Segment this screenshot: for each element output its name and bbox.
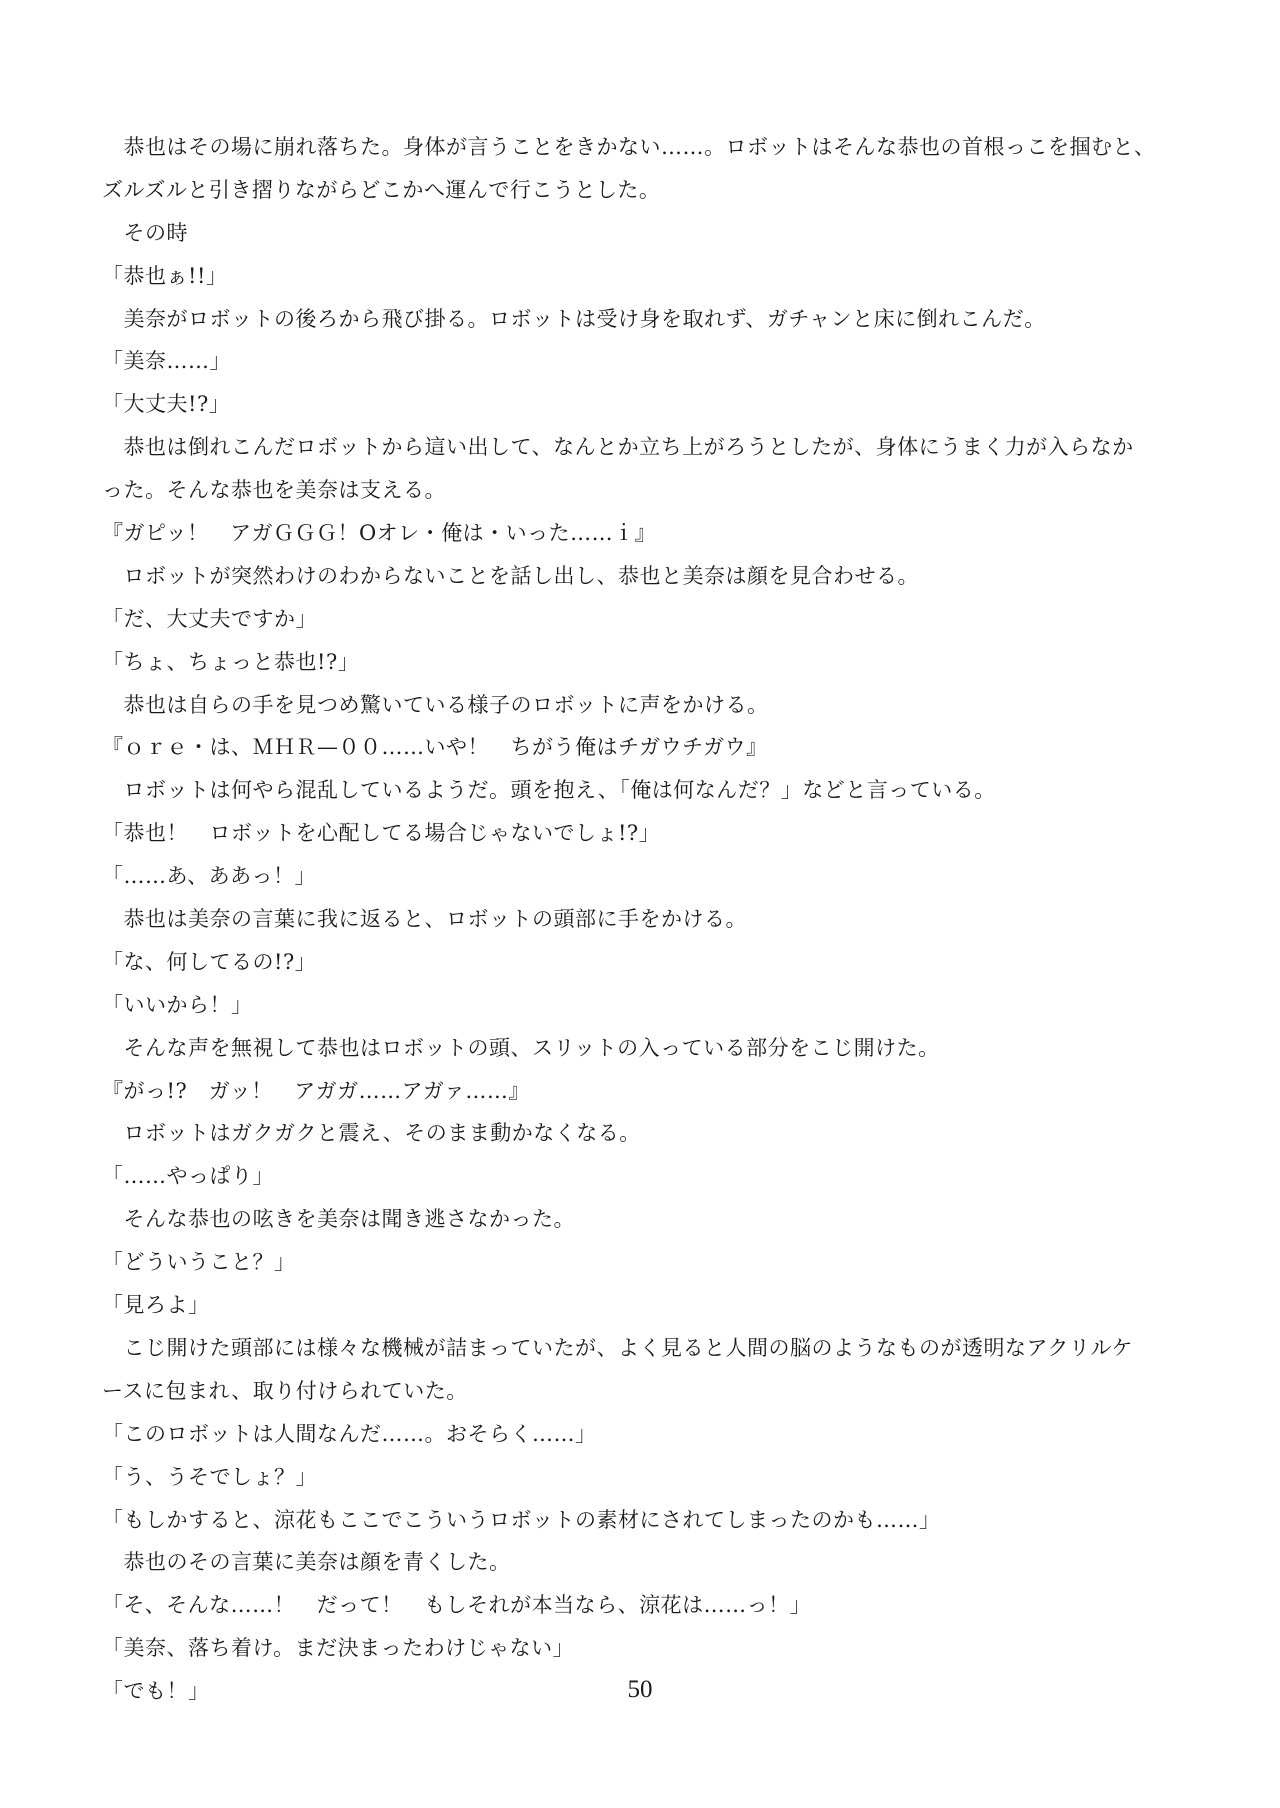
text-line: ロボットが突然わけのわからないことを話し出し、恭也と美奈は顔を見合わせる。: [102, 563, 919, 588]
text-line: 『ガピッ！ アガＧＧＧ！Oオレ・俺は・いった……ｉ』: [102, 521, 657, 546]
text-line: 「だ、大丈夫ですか」: [102, 606, 317, 631]
text-line: 「恭也！ ロボットを心配してる場合じゃないでしょ!?」: [102, 821, 661, 846]
text-line: 『がっ!? ガッ！ アガガ……アガァ……』: [102, 1078, 530, 1103]
text-line: ロボットはガクガクと震え、そのまま動かなくなる。: [102, 1121, 641, 1146]
text-line: こじ開けた頭部には様々な機械が詰まっていたが、よく見ると人間の脳のようなものが透明なアクリルケ: [102, 1335, 1133, 1360]
text-line: 「美奈、落ち着け。まだ決まったわけじゃない」: [102, 1636, 575, 1661]
text-line: 「美奈……」: [102, 349, 231, 374]
text-line: 「ちょ、ちょっと恭也!?」: [102, 649, 360, 674]
text-line: 「このロボットは人間なんだ……。おそらく……」: [102, 1421, 597, 1446]
text-line: 「いいから！」: [102, 992, 253, 1017]
text-line: 「大丈夫!?」: [102, 392, 231, 417]
text-line: 「う、うそでしょ？」: [102, 1464, 317, 1489]
body-text: [102, 126, 1192, 1713]
text-line: ースに包まれ、取り付けられていた。: [102, 1378, 468, 1403]
text-line: 恭也は倒れこんだロボットから這い出して、なんとか立ち上がろうとしたが、身体にうまく力が入らなか: [102, 435, 1134, 460]
text-line: ロボットは何やら混乱しているようだ。頭を抱え、「俺は何なんだ？」などと言っている。: [102, 778, 996, 803]
text-line: 恭也は美奈の言葉に我に返ると、ロボットの頭部に手をかける。: [102, 907, 747, 932]
text-line: 「見ろよ」: [102, 1293, 210, 1318]
text-line: 恭也は自らの手を見つめ驚いている様子のロボットに声をかける。: [102, 692, 769, 717]
text-line: 美奈がロボットの後ろから飛び掛る。ロボットは受け身を取れず、ガチャンと床に倒れこんだ。: [102, 306, 1046, 331]
text-line: 「どういうこと？」: [102, 1250, 296, 1275]
text-line: 「恭也ぁ!!」: [102, 263, 228, 288]
text-line: 「……やっぱり」: [102, 1164, 274, 1189]
text-line: 恭也はその場に崩れ落ちた。身体が言うことをきかない……。ロボットはそんな恭也の首根っこを掴むと、: [102, 135, 1156, 159]
text-line: 「そ、そんな……！ だって！ もしそれが本当なら、涼花は……っ！」: [102, 1593, 812, 1618]
text-line: 「もしかすると、涼花もここでこういうロボットの素材にされてしまったのかも……」: [102, 1507, 941, 1532]
text-line: 恭也のその言葉に美奈は顔を青くした。: [102, 1550, 511, 1575]
text-line: った。そんな恭也を美奈は支える。: [102, 478, 446, 503]
text-line: 「……あ、ああっ！」: [102, 864, 316, 889]
text-line: ズルズルと引き摺りながらどこかへ運んで行こうとした。: [102, 177, 661, 202]
page-number: 50: [627, 1676, 653, 1703]
text-line: そんな恭也の呟きを美奈は聞き逃さなかった。: [102, 1207, 575, 1232]
text-line: そんな声を無視して恭也はロボットの頭、スリットの入っている部分をこじ開けた。: [102, 1035, 940, 1060]
text-line: その時: [102, 220, 188, 245]
text-line: 「でも！」: [102, 1679, 210, 1704]
text-line: 『ｏｒｅ・は、ＭＨＲ—００……いや！ ちがう俺はチガウチガウ』: [102, 735, 768, 760]
text-line: 「な、何してるの!?」: [102, 949, 317, 974]
